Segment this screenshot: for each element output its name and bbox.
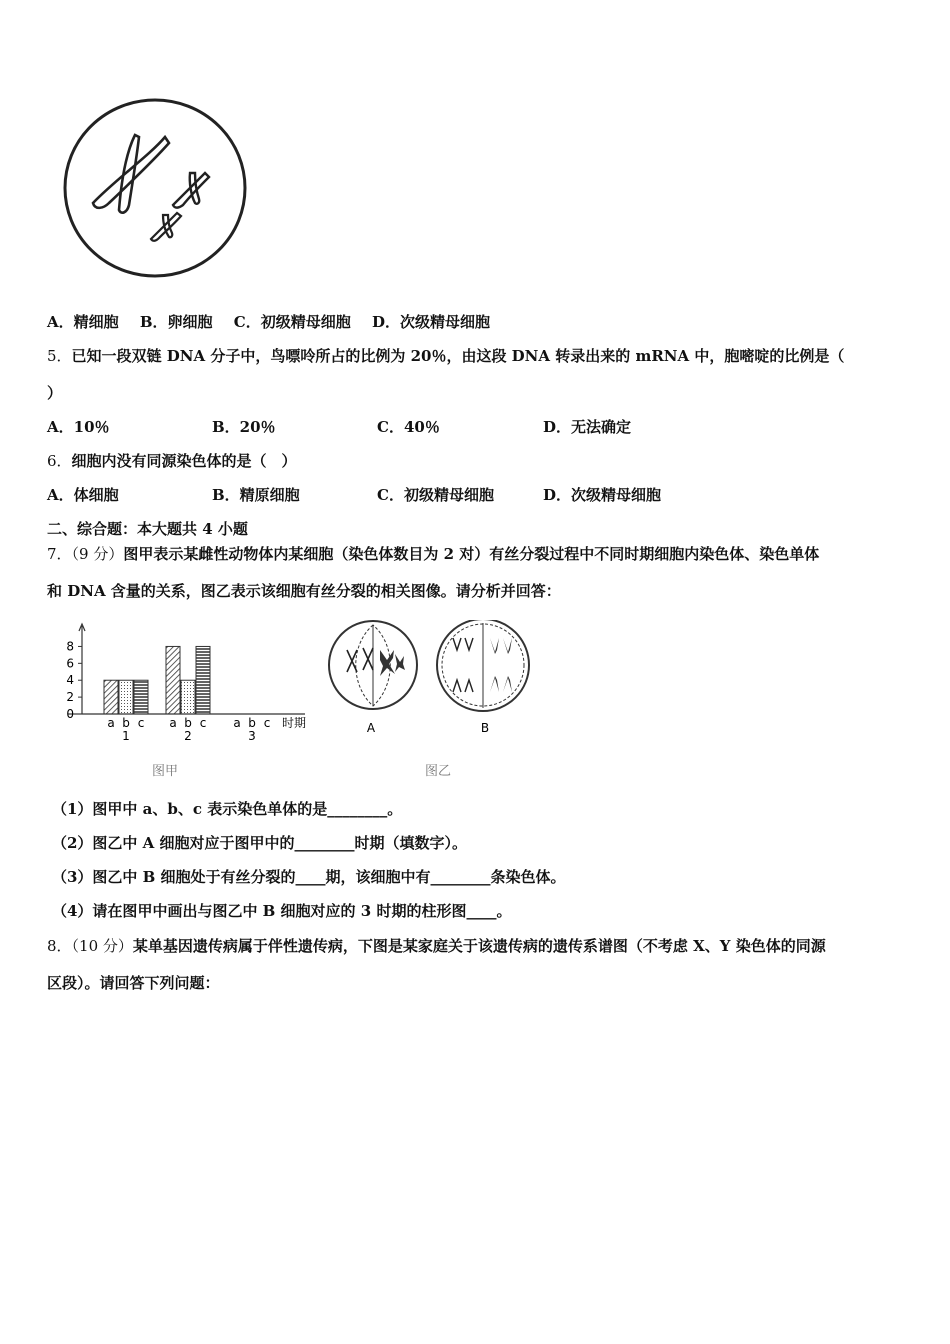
x-sub-label: a: [233, 716, 241, 730]
q6-stem: [47, 450, 297, 471]
q7-stem-line1: [47, 543, 819, 564]
x-sub-label: b: [248, 716, 256, 730]
bar-a-1: [104, 680, 118, 714]
q5-stem: [47, 345, 844, 366]
y-tick-label: 0: [66, 707, 74, 721]
bar-b-2: [181, 680, 195, 714]
q7-sub2: （2）图乙中 A 细胞对应于图甲中的________时期（填数字）。: [52, 834, 468, 852]
chart-bars: [104, 646, 210, 714]
chromosome-small: [151, 213, 181, 241]
cell-a: [329, 621, 417, 709]
x-sub-label: a: [169, 716, 177, 730]
y-tick-label: 4: [66, 673, 74, 688]
bar-a-2: [166, 646, 180, 714]
cell-b-label: B: [480, 721, 490, 735]
q5-number: 5．: [47, 347, 72, 365]
section-title: 二、综合题：本大题共 4 小题: [47, 520, 248, 538]
q7-sub1: （1）图甲中 a、b、c 表示染色单体的是________。: [52, 800, 403, 818]
bar-c-2: [196, 646, 210, 714]
q5-option-a[interactable]: A．10％: [47, 418, 110, 436]
q6-option-d[interactable]: D．次级精母细胞: [543, 486, 662, 504]
x-category-label: 2: [184, 729, 192, 743]
q4-option-d[interactable]: D．次级精母细胞: [371, 313, 490, 331]
q5-text: 已知一段双链 DNA 分子中，鸟嘌呤所占的比例为 20％，由这段 DNA 转录出来的 mRNA 中，胞嘧啶的比例是（: [71, 347, 845, 365]
q7-sub4: （4）请在图甲中画出与图乙中 B 细胞对应的 3 时期的柱形图____。: [52, 902, 512, 920]
q5-option-d[interactable]: D．无法确定: [543, 418, 632, 436]
y-tick-label: 6: [66, 656, 74, 671]
q5-option-c[interactable]: C．40％: [377, 418, 440, 436]
q6-option-c[interactable]: C．初级精母细胞: [377, 486, 494, 504]
cell-b: [437, 620, 529, 711]
q6-number: 6．: [47, 452, 72, 470]
q8-text-1: 某单基因遗传病属于伴性遗传病，下图是某家庭关于该遗传病的遗传系谱图（不考虑 X、Y 染色体的同源: [132, 937, 826, 955]
q7-score: （9 分）: [71, 545, 124, 563]
x-sub-label: b: [184, 716, 192, 730]
q8-stem-line1: [47, 935, 826, 956]
x-sub-label: c: [263, 716, 271, 730]
q7-text-1: 图甲表示某雌性动物体内某细胞（染色体数目为 2 对）有丝分裂过程中不同时期细胞内染色体、染色单体: [123, 545, 820, 563]
q4-options: [47, 311, 490, 332]
y-tick-label: 8: [66, 639, 74, 654]
q6-text: 细胞内没有同源染色体的是（ ）: [71, 452, 297, 470]
q7-sub3: （3）图乙中 B 细胞处于有丝分裂的____期，该细胞中有________条染色体。: [52, 868, 566, 886]
q5-option-b[interactable]: B．20％: [212, 418, 276, 436]
q6-option-b[interactable]: B．精原细胞: [212, 486, 300, 504]
cell-diagram-yi: [325, 620, 540, 745]
q5-stem-end: ）: [47, 384, 63, 402]
x-sub-label: c: [137, 716, 145, 730]
cell-diagram-top: [55, 95, 255, 285]
caption-yi: 图乙: [425, 764, 452, 779]
x-category-label: 1: [122, 729, 130, 743]
chromosome-medium: [173, 173, 209, 208]
x-axis-title: 时期: [282, 716, 307, 730]
bar-b-1: [119, 680, 133, 714]
q8-score: （10 分）: [71, 937, 133, 955]
q7-stem-line2: 和 DNA 含量的关系，图乙表示该细胞有丝分裂的相关图像。请分析并回答：: [47, 582, 561, 600]
y-tick-label: 2: [66, 690, 74, 705]
q6-option-a[interactable]: A．体细胞: [47, 486, 119, 504]
x-sub-label: b: [122, 716, 130, 730]
cell-a-label: A: [366, 721, 376, 735]
bar-chart-jia: [60, 618, 320, 778]
q7-number: 7．: [47, 545, 72, 563]
x-sub-label: c: [199, 716, 207, 730]
chromosome-large: [93, 135, 169, 213]
caption-jia: 图甲: [152, 764, 179, 779]
q4-option-b[interactable]: B．卵细胞: [139, 313, 213, 331]
q4-option-a[interactable]: A．精细胞: [47, 313, 119, 331]
q8-stem-line2: 区段）。请回答下列问题：: [47, 974, 220, 992]
x-category-label: 3: [248, 729, 256, 743]
bar-c-1: [134, 680, 148, 714]
q4-option-c[interactable]: C．初级精母细胞: [233, 313, 351, 331]
x-sub-label: a: [107, 716, 115, 730]
q8-number: 8．: [47, 937, 72, 955]
